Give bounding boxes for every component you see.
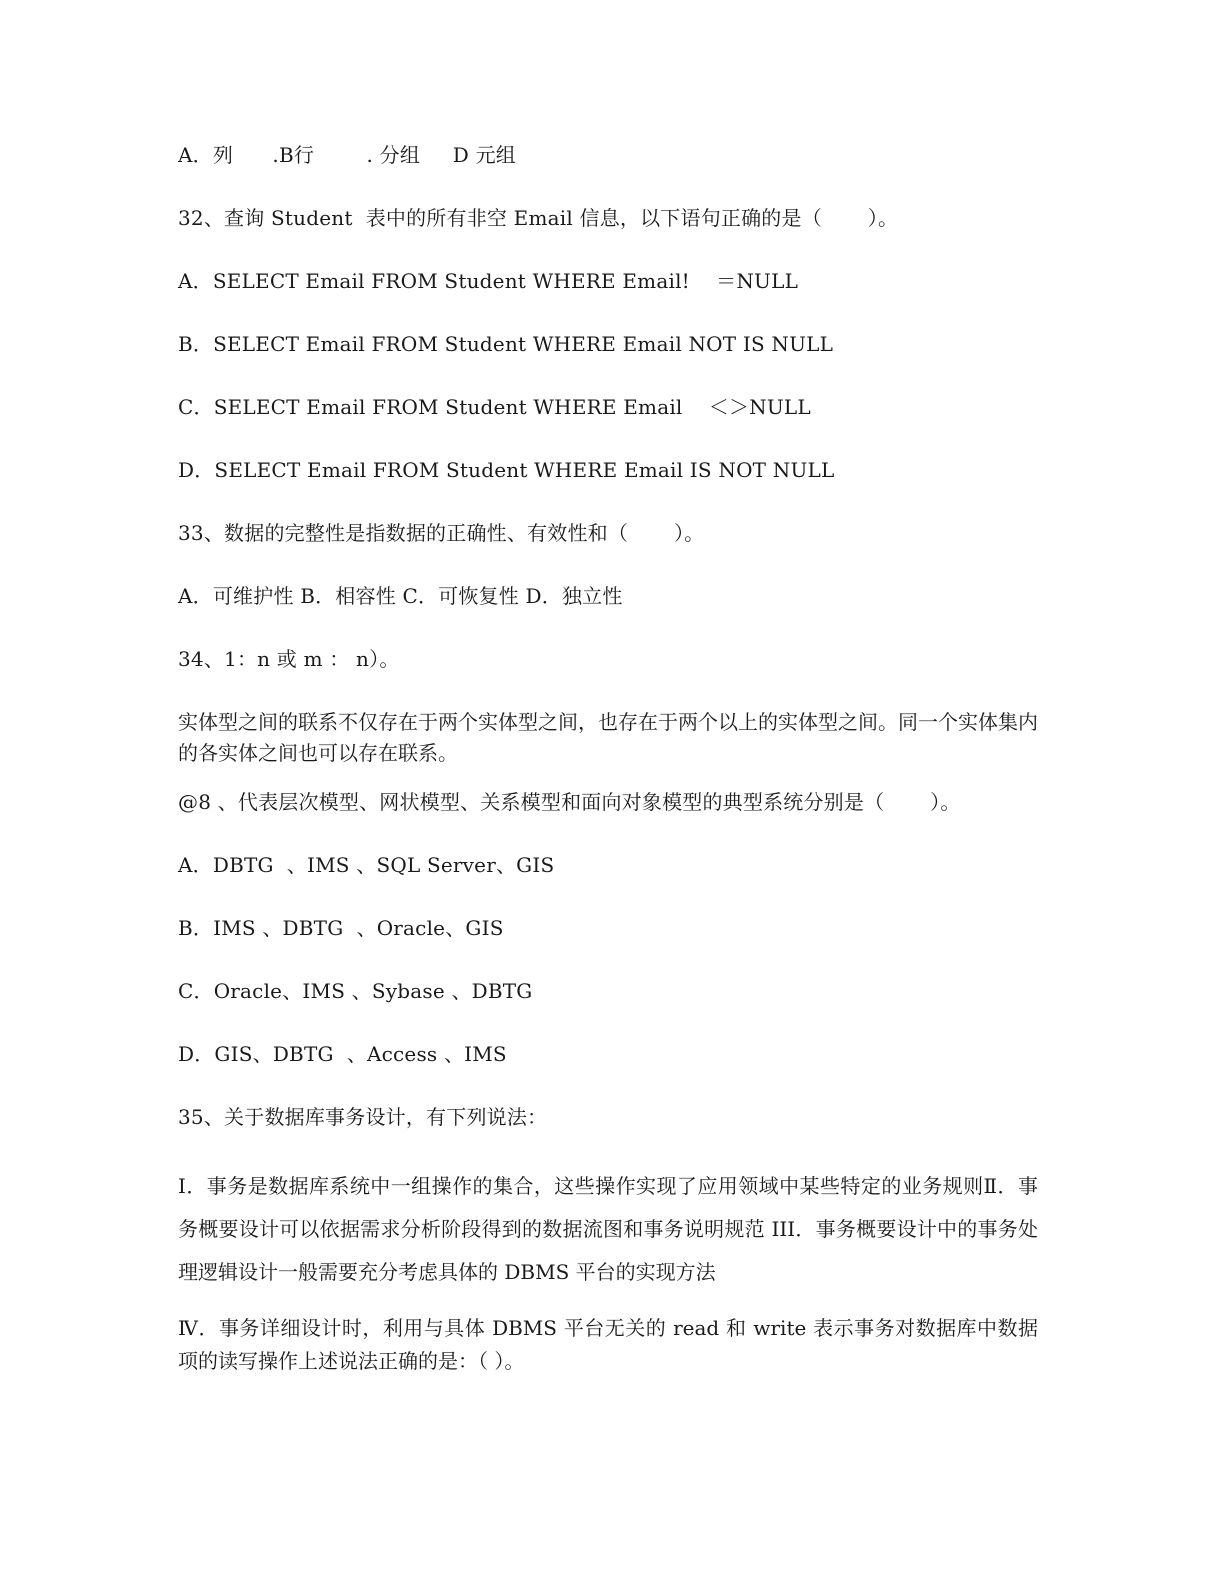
q32-option-d: D．SELECT Email FROM Student WHERE Email IS NOT NULL [178, 458, 835, 482]
at8-question: @8 、代表层次模型、网状模型、关系模型和面向对象模型的典型系统分别是（ ）。 [178, 790, 961, 814]
q32-option-b: B．SELECT Email FROM Student WHERE Email NOT IS NULL [178, 332, 834, 356]
at8-option-d: D．GIS、DBTG 、Access 、IMS [178, 1042, 507, 1066]
at8-option-b: B．IMS 、DBTG 、Oracle、GIS [178, 916, 504, 940]
q35-statements-1-3: Ⅰ．事务是数据库系统中一组操作的集合，这些操作实现了应用领域中某些特定的业务规则Ⅱ．事务概要设计可以依据需求分析阶段得到的数据流图和事务说明规范 III．事务概要设计中的事务处理逻辑设计一般需要充分考虑具体的 DBMS 平台的实现方法 [178, 1174, 1038, 1284]
q32-option-a: A．SELECT Email FROM Student WHERE Email! ＝NULL [178, 269, 799, 293]
document-page [178, 140, 1038, 1378]
q32-question: 32、查询 Student 表中的所有非空 Email 信息，以下语句正确的是（ ）。 [178, 206, 899, 230]
q34-note: 实体型之间的联系不仅存在于两个实体型之间，也存在于两个以上的实体型之间。同一个实体集内的各实体之间也可以存在联系。 [178, 710, 1038, 765]
q35-statement-4: Ⅳ．事务详细设计时，利用与具体 DBMS 平台无关的 read 和 write 表示事务对数据库中数据项的读写操作上述说法正确的是：（ ）。 [178, 1316, 1038, 1373]
q35-question: 35、关于数据库事务设计，有下列说法： [178, 1105, 548, 1129]
q33-options: A．可维护性 B．相容性 C．可恢复性 D．独立性 [178, 584, 623, 608]
at8-option-a: A．DBTG 、IMS 、SQL Server、GIS [178, 853, 555, 877]
at8-option-c: C．Oracle、IMS 、Sybase 、DBTG [178, 979, 533, 1003]
q31-options: A．列 .B行 . 分组 D 元组 [178, 143, 516, 167]
q34-question: 34、1：n 或 m ： n）。 [178, 647, 400, 671]
q32-option-c: C．SELECT Email FROM Student WHERE Email ＜＞NULL [178, 395, 811, 419]
q33-question: 33、数据的完整性是指数据的正确性、有效性和（ ）。 [178, 521, 705, 545]
